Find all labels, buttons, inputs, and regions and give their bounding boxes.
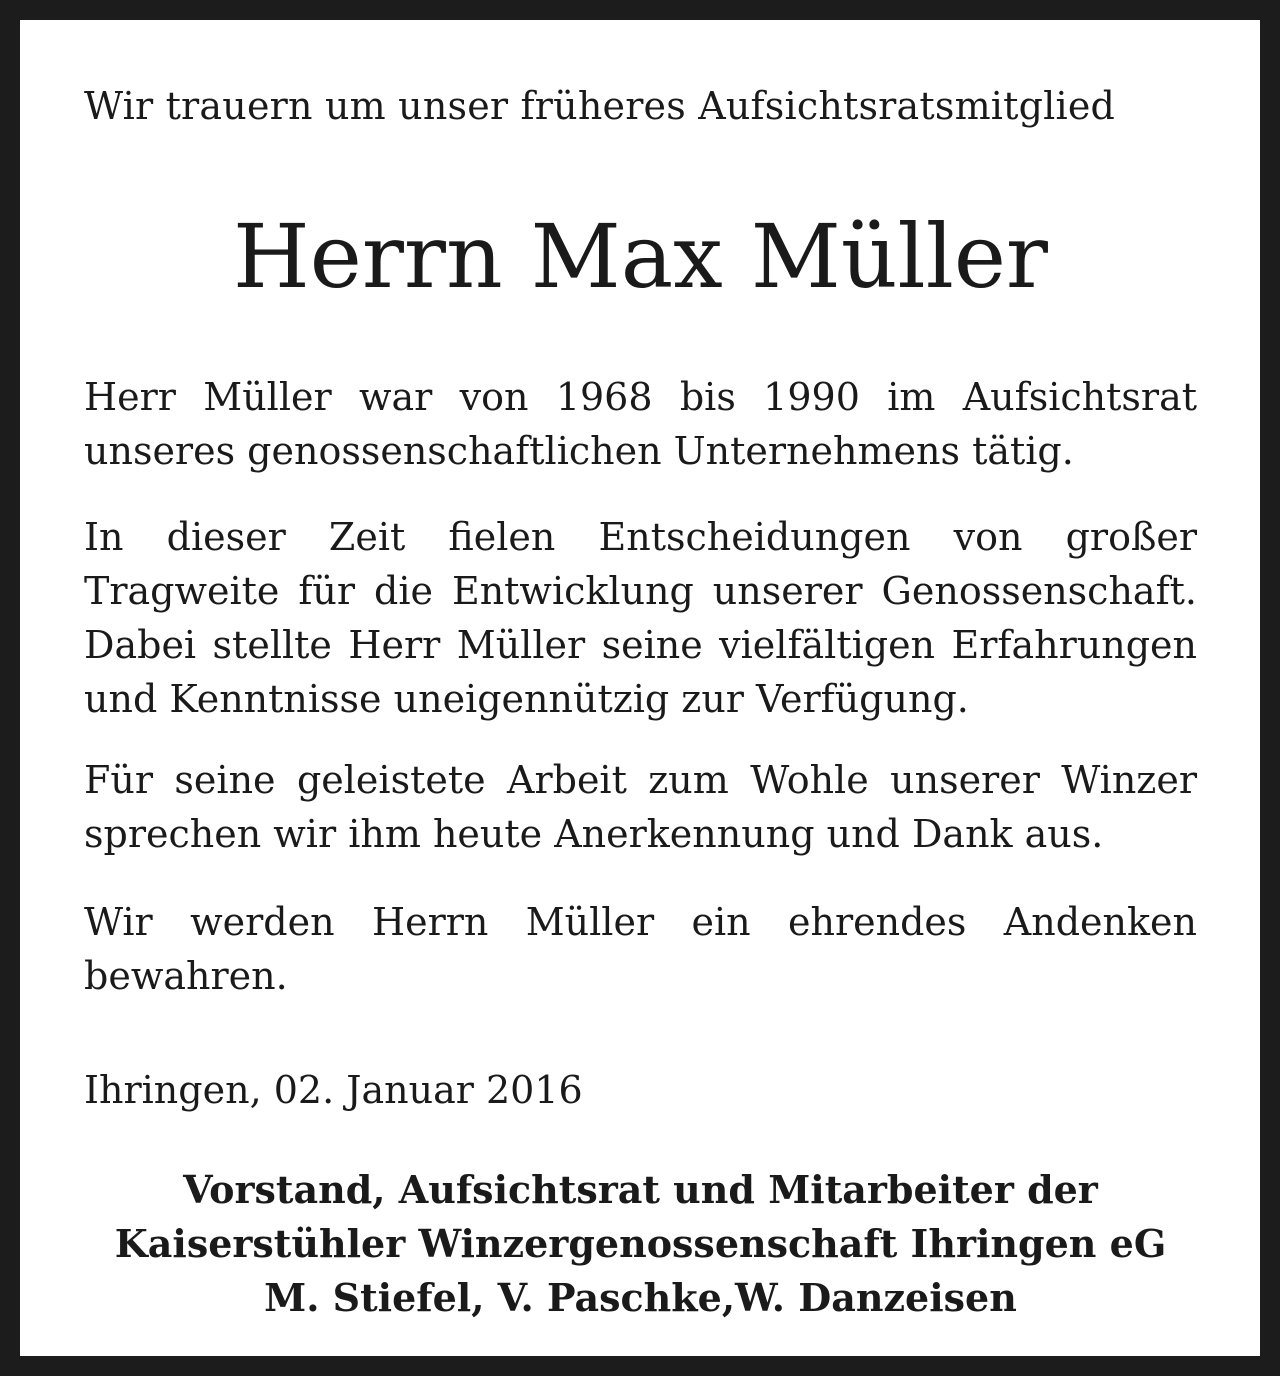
place-date: Ihringen, 02. Januar 2016 (84, 1068, 583, 1112)
intro-line: Wir trauern um unser früheres Aufsichtsratsmitglied (84, 84, 1116, 128)
signature-line-3: M. Stiefel, V. Paschke,W. Danzeisen (264, 1275, 1017, 1320)
paragraph-tenure: Herr Müller war von 1968 bis 1990 im Aufsichtsrat unseres genossenschaftlichen Unternehmens tätig. (84, 375, 1197, 473)
signature-line-1: Vorstand, Aufsichtsrat und Mitarbeiter der (183, 1167, 1098, 1212)
paragraph-remembrance: Wir werden Herrn Müller ein ehrendes Andenken bewahren. (84, 900, 1197, 998)
deceased-name: Herrn Max Müller (233, 205, 1048, 308)
signature-line-2: Kaiserstühler Winzergenossenschaft Ihringen eG (114, 1221, 1167, 1266)
paragraph-contributions: In dieser Zeit fielen Entscheidungen von großer Tragweite für die Entwicklung unserer Genossenschaft. Dabei stellte Herr Müller seine vielfältigen Erfahrungen und Kenntnisse uneigennützig zur Verfügung. (84, 515, 1197, 721)
paragraph-thanks: Für seine geleistete Arbeit zum Wohle unserer Winzer sprechen wir ihm heute Anerkennung und Dank aus. (84, 758, 1197, 856)
signature-block (84, 1163, 1197, 1325)
